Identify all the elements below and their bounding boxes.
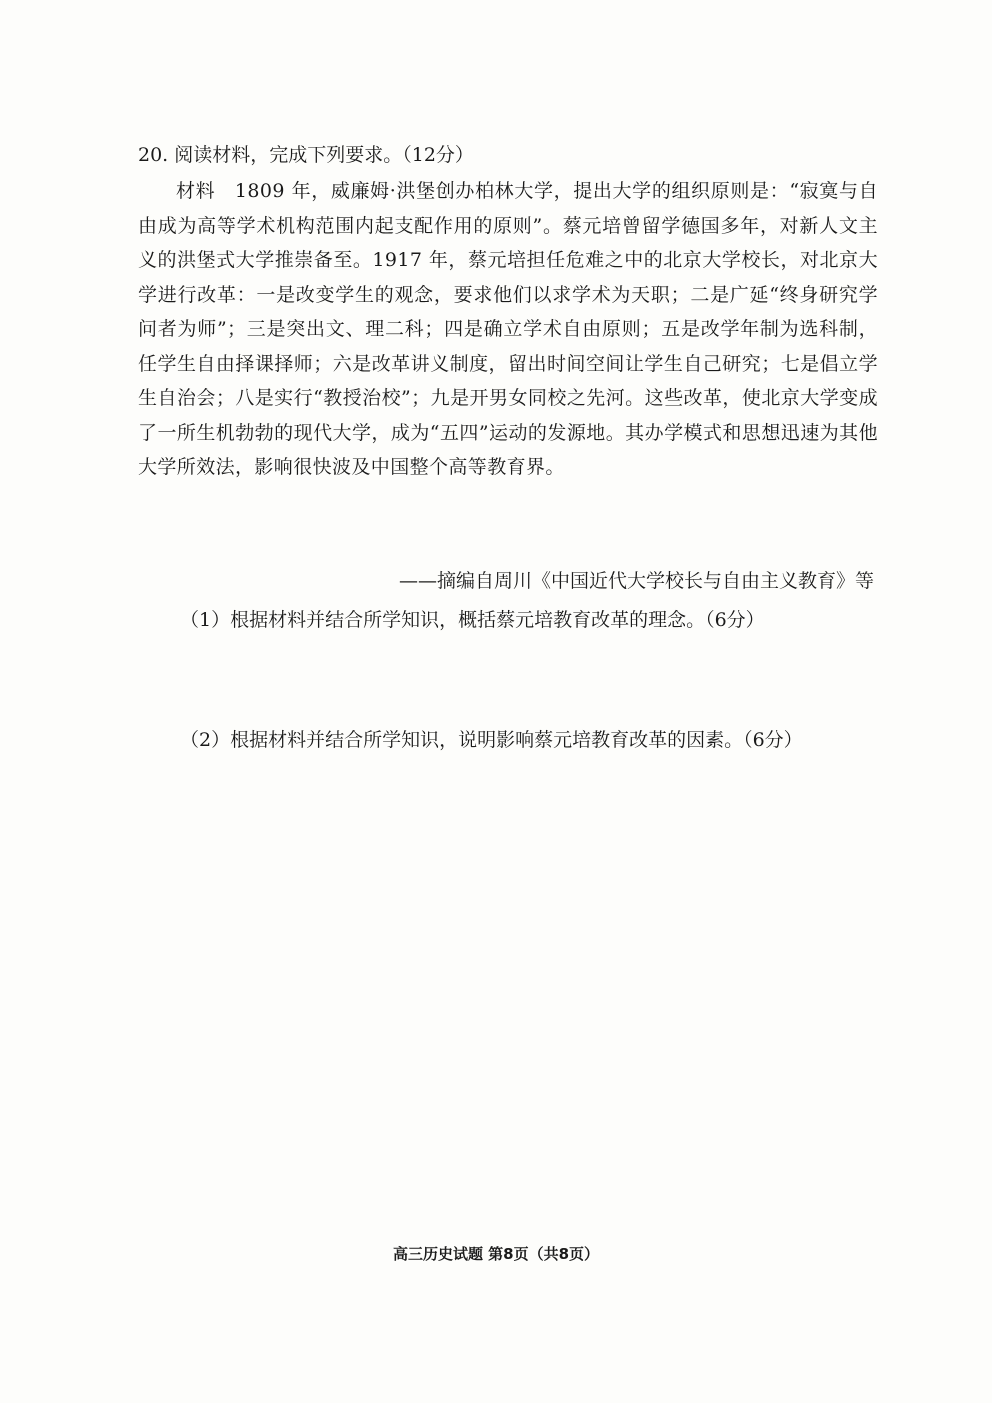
answer-space-1[interactable] bbox=[138, 640, 878, 720]
sub-question-1: （1）根据材料并结合所学知识，概括蔡元培教育改革的理念。（6分） bbox=[180, 609, 765, 631]
question-title: 20. 阅读材料，完成下列要求。（12分） bbox=[138, 144, 474, 166]
material-source: ——摘编自周川《中国近代大学校长与自由主义教育》等 bbox=[398, 570, 874, 592]
material-passage: 材料 1809 年，威廉姆·洪堡创办柏林大学，提出大学的组织原则是：“寂寞与自由成为高等学术机构范围内起支配作用的原则”。蔡元培曾留学德国多年，对新人文主义的洪堡式大学推崇备至。1917 年，蔡元培担任危难之中的北京大学校长，对北京大学进行改革：一是改变学生的观念，要求他们以求学术为天职；二是广延“终身研究学问者为师”；三是突出文、理二科；四是确立学术自由原则；五是改学年制为选科制，任学生自由择课择师；六是改革讲义制度，留出时间空间让学生自己研究；七是倡立学生自治会；八是实行“教授治校”；九是开男女同校之先河。这些改革，使北京大学变成了一所生机勃勃的现代大学，成为“五四”运动的发源地。其办学模式和思想迅速为其他大学所效法，影响很快波及中国整个高等教育界。 bbox=[138, 180, 878, 478]
page-footer: 高三历史试题 第8页（共8页） bbox=[392, 1245, 600, 1263]
answer-space-2[interactable] bbox=[138, 760, 878, 1240]
sub-question-2: （2）根据材料并结合所学知识，说明影响蔡元培教育改革的因素。（6分） bbox=[180, 729, 803, 751]
